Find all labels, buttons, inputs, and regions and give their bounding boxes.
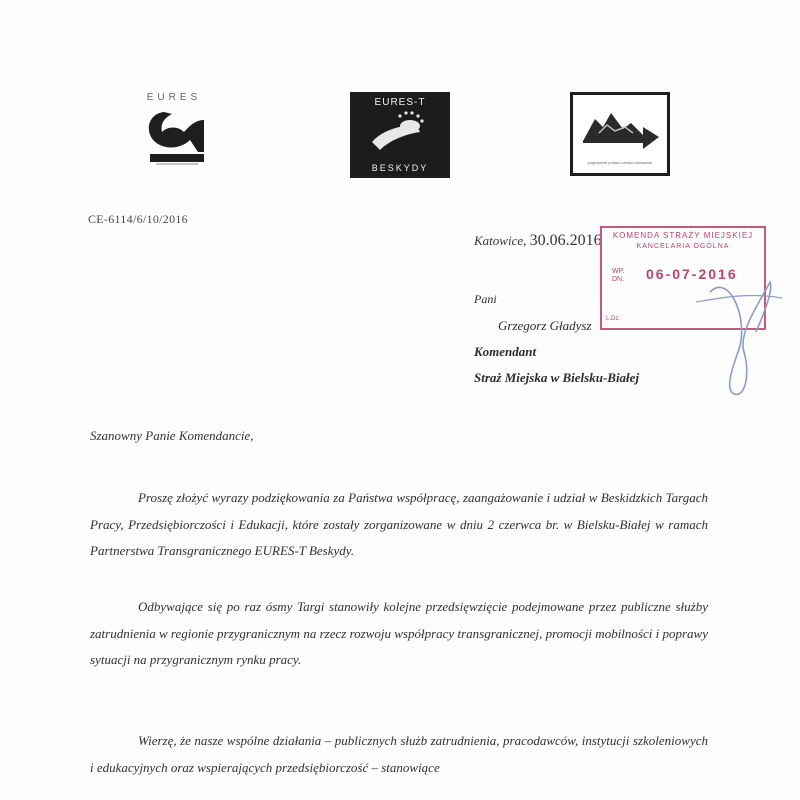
eures-t-logo-top: EURES-T (374, 97, 426, 108)
handwritten-signature (690, 262, 800, 402)
eures-t-logo-bottom: BESKYDY (371, 163, 429, 173)
place-date (474, 232, 602, 250)
date-value: 30.06.2016 (529, 232, 602, 249)
body-paragraph-1: Proszę złożyć wyrazy podziękowania za Państwa współpracę, zaangażowanie i udział w Beskidzkich Targach Pracy, Przedsiębiorczości i Edukacji, które zostały zorganizowane w dniu 2 czerwca br. w Bielsku-Białej w ramach Partnerstwa Transgranicznego EURES-T Beskydy. (90, 490, 708, 558)
stamp-wp-dn (612, 268, 624, 284)
body-paragraph-2: Odbywające się po raz ósmy Targi stanowiły kolejne przedsięwzięcie podejmowane przez publiczne służby zatrudnienia w regionie przygranicznym na rzecz rozwoju współpracy transgranicznej, promocji mobilności i poprawy sytuacji na przygranicznym rynku pracy. (90, 599, 708, 667)
body-paragraph-3: Wierzę, że nasze wspólne działania – publicznych służb zatrudnienia, pracodawców, instytucji szkoleniowych i edukacyjnych oraz wspierających przedsiębiorczość – stanowiące (90, 733, 708, 775)
border-region-logo (570, 92, 670, 176)
stamp-line-2: KANCELARIA OGÓLNA (636, 243, 730, 250)
addressee-role: Komendant (474, 344, 537, 359)
stamp-dn: DN. (612, 276, 625, 283)
eures-t-beskydy-logo (350, 92, 450, 178)
stamp-wp: WP. (612, 268, 625, 275)
salutation: Szanowny Panie Komendancie, (90, 428, 254, 443)
stamp-line-3: L.Dz. (606, 316, 621, 322)
mountain-arrow-icon (573, 99, 667, 159)
place: Katowice, (474, 233, 527, 248)
stamp-date: 06-07-2016 (646, 266, 738, 282)
addressee-title: Pani (474, 292, 497, 306)
addressee-organization: Straż Miejska w Bielsku-Białej (474, 370, 640, 385)
reference-number: CE-6114/6/10/2016 (88, 212, 188, 226)
stamp-line-1: KOMENDA STRAŻY MIEJSKIEJ (612, 231, 754, 240)
eures-logo (138, 92, 210, 174)
eures-logo-text: EURES (146, 92, 202, 103)
eures-swan-icon (138, 92, 210, 174)
addressee-name: Grzegorz Gładysz (498, 318, 592, 333)
border-region-logo-caption: pogranicze polsko-czesko-słowackie (587, 160, 653, 165)
